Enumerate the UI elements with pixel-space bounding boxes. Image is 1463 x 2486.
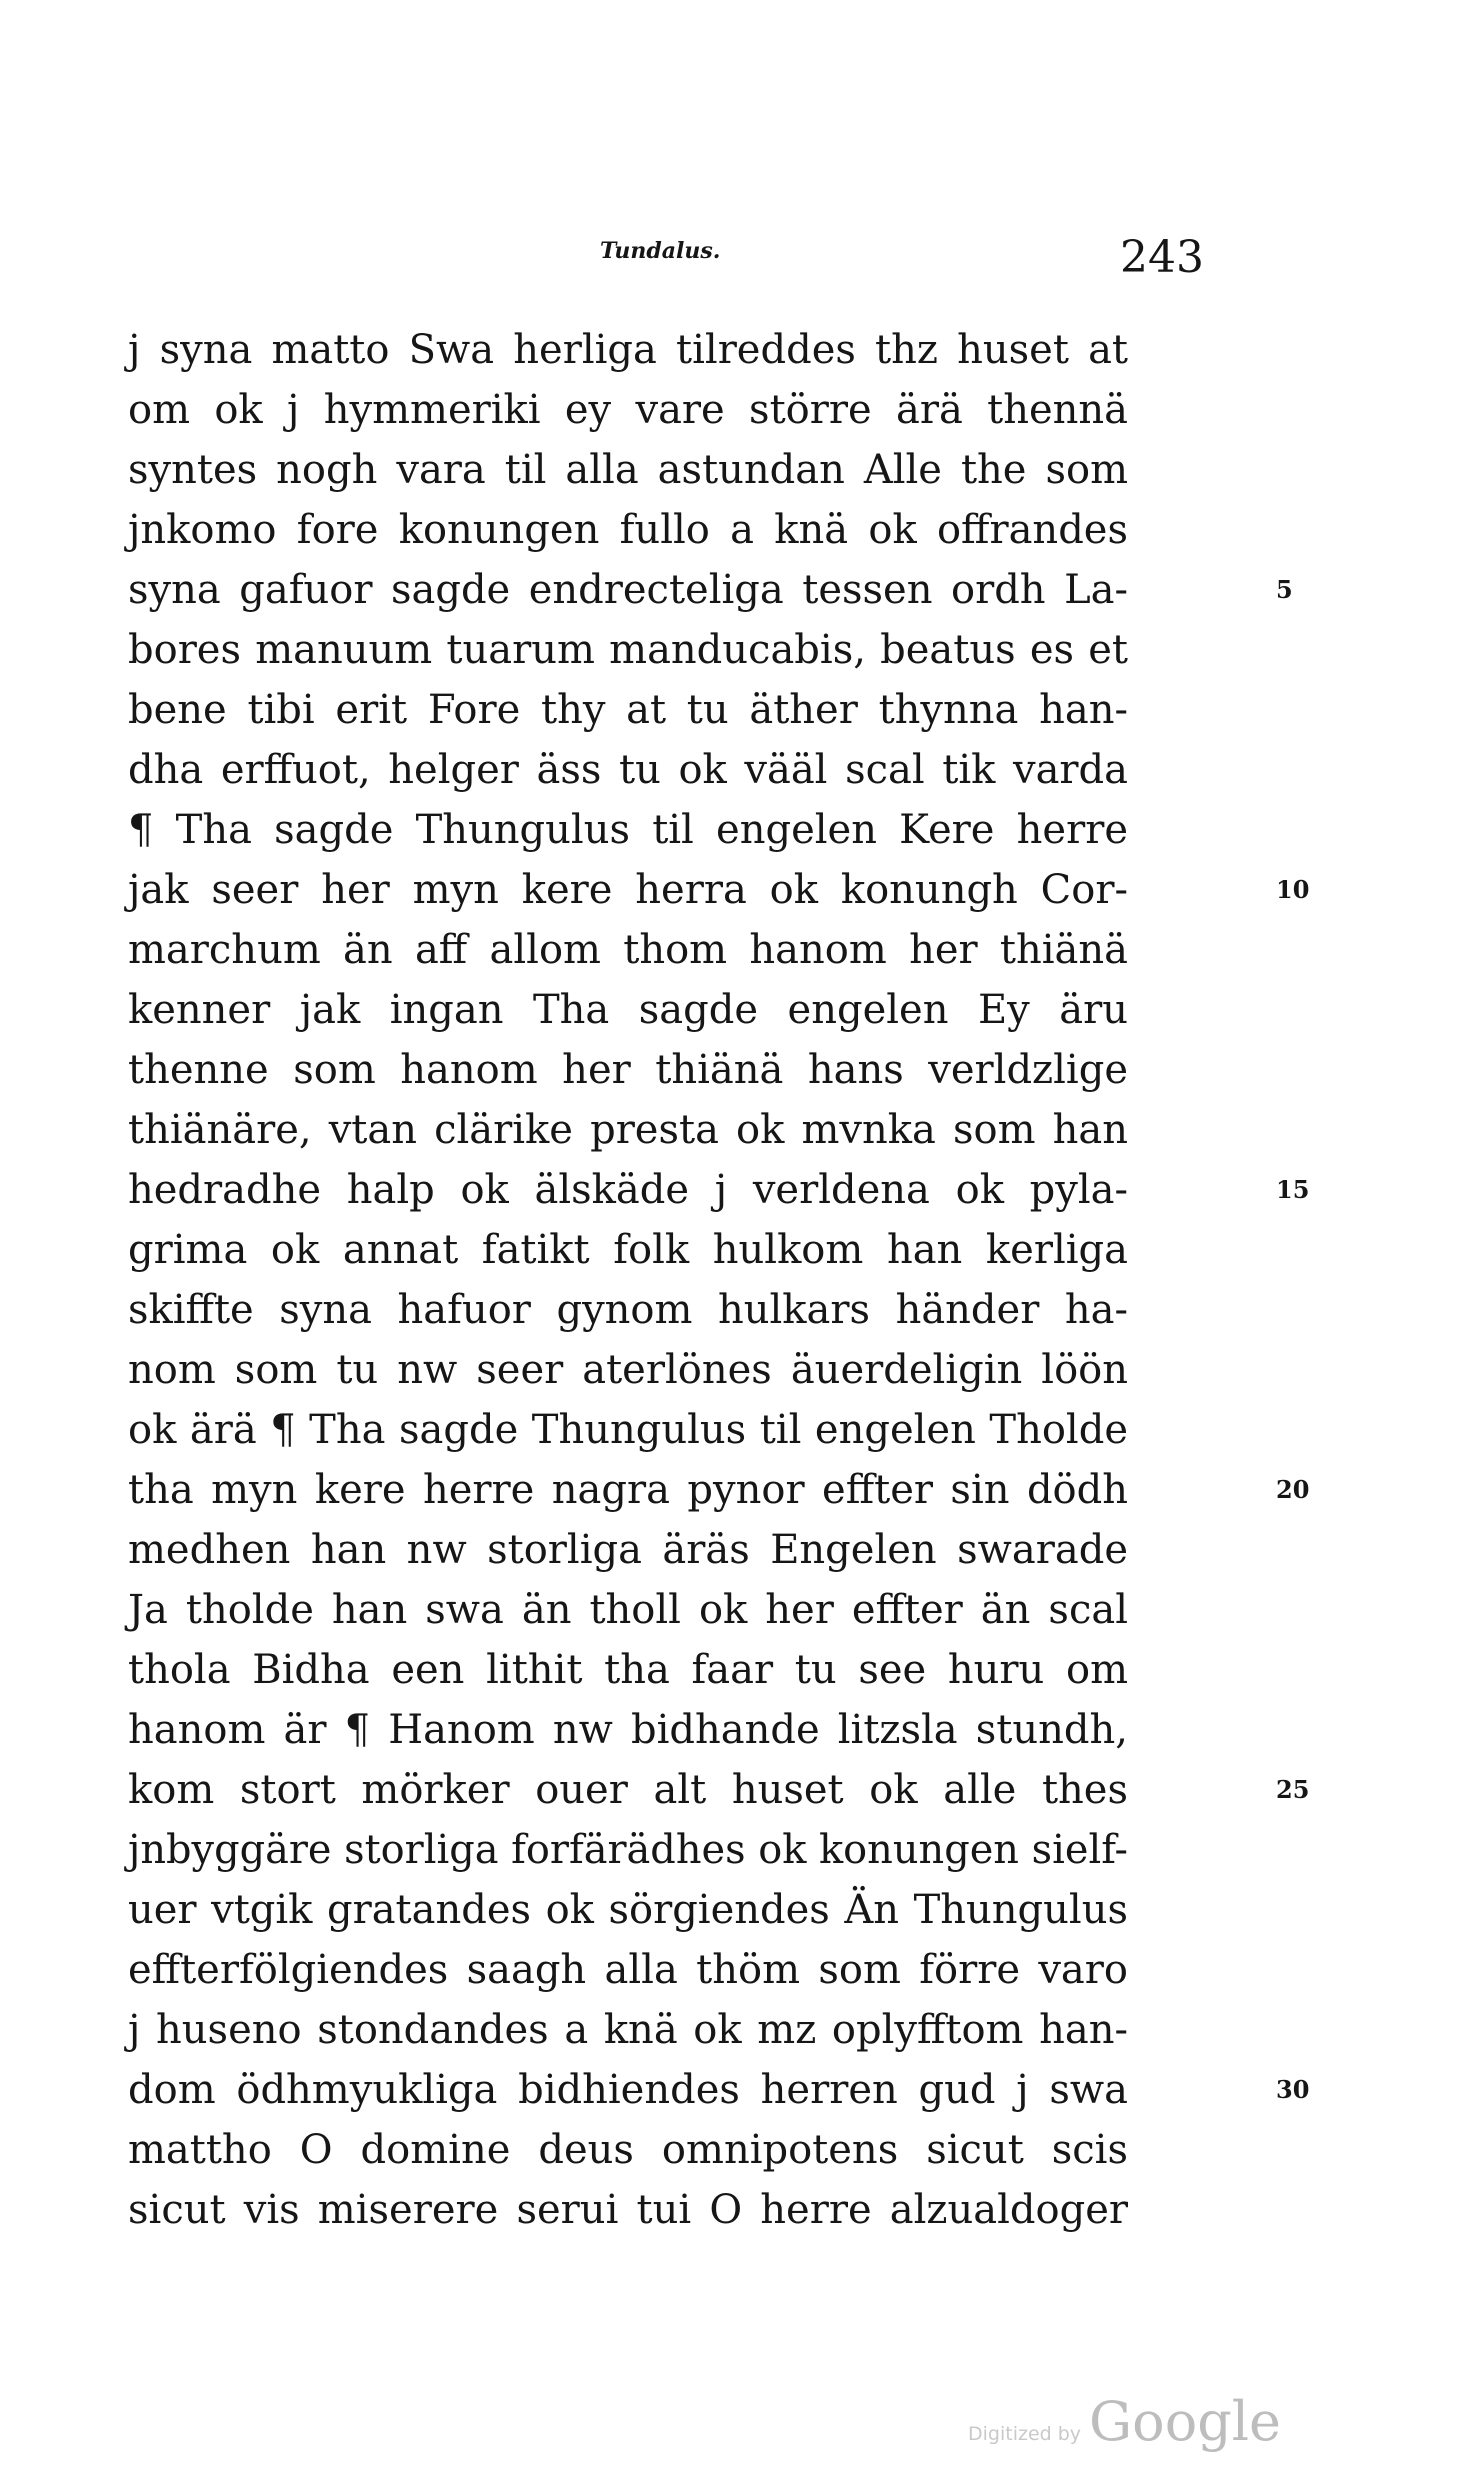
page-number: 243	[1120, 232, 1204, 283]
line-text: thenne som hanom her thiänä hans verldzlige	[128, 1047, 1128, 1093]
line-text: j huseno stondandes a knä ok mz oplyfftom han-	[128, 2007, 1128, 2053]
text-line	[128, 440, 1268, 500]
line-number: 5	[1276, 575, 1293, 604]
line-text: j syna matto Swa herliga tilreddes thz huset at	[128, 327, 1128, 373]
line-number: 25	[1276, 1775, 1310, 1804]
line-text: syntes nogh vara til alla astundan Alle the som	[128, 447, 1128, 493]
line-text: jnbyggäre storliga forfärädhes ok konungen sielf-	[128, 1827, 1128, 1873]
line-text: jak seer her myn kere herra ok konungh Cor-	[128, 867, 1128, 913]
line-text: Ja tholde han swa än tholl ok her effter än scal	[128, 1587, 1128, 1633]
text-line	[128, 980, 1268, 1040]
text-line	[128, 1940, 1268, 2000]
digitized-by-label: Digitized by	[968, 2423, 1082, 2445]
text-line	[128, 1760, 1310, 1820]
line-text: uer vtgik gratandes ok sörgiendes Än Thungulus	[128, 1887, 1128, 1933]
text-line	[128, 1220, 1268, 1280]
line-text: ok ärä ¶ Tha sagde Thungulus til engelen Tholde	[128, 1407, 1128, 1453]
line-text: thola Bidha een lithit tha faar tu see huru om	[128, 1647, 1128, 1693]
line-text: grima ok annat fatikt folk hulkom han kerliga	[128, 1227, 1128, 1273]
line-text: mattho O domine deus omnipotens sicut scis	[128, 2127, 1128, 2173]
text-line	[128, 1100, 1268, 1160]
line-text: nom som tu nw seer aterlönes äuerdeligin löön	[128, 1347, 1128, 1393]
line-text: thiänäre, vtan clärike presta ok mvnka som han	[128, 1107, 1128, 1153]
text-line	[128, 1820, 1268, 1880]
text-line	[128, 1160, 1310, 1220]
text-line	[128, 680, 1268, 740]
text-line	[128, 1340, 1268, 1400]
line-text: kom stort mörker ouer alt huset ok alle thes	[128, 1767, 1128, 1813]
text-line	[128, 1880, 1268, 1940]
text-line	[128, 1700, 1268, 1760]
line-text: hedradhe halp ok älskäde j verldena ok pyla-	[128, 1167, 1128, 1213]
text-line	[128, 1400, 1268, 1460]
line-text: medhen han nw storliga äräs Engelen swarade	[128, 1527, 1128, 1573]
line-text: marchum än aff allom thom hanom her thiänä	[128, 927, 1128, 973]
text-line	[128, 320, 1268, 380]
text-line	[128, 2180, 1268, 2240]
line-text: tha myn kere herre nagra pynor effter sin dödh	[128, 1467, 1128, 1513]
text-line	[128, 2120, 1268, 2180]
line-number: 30	[1276, 2075, 1310, 2104]
line-text: dom ödhmyukliga bidhiendes herren gud j swa	[128, 2067, 1128, 2113]
line-text: bores manuum tuarum manducabis, beatus es et	[128, 627, 1128, 673]
line-number: 20	[1276, 1475, 1310, 1504]
digitization-watermark	[968, 2390, 1281, 2453]
body-text	[128, 320, 1310, 2240]
text-line	[128, 1520, 1268, 1580]
text-line	[128, 860, 1310, 920]
text-line	[128, 920, 1268, 980]
text-line	[128, 1460, 1310, 1520]
line-text: hanom är ¶ Hanom nw bidhande litzsla stundh,	[128, 1707, 1128, 1753]
text-line	[128, 1280, 1268, 1340]
text-line	[128, 1040, 1268, 1100]
running-title: Tundalus.	[600, 238, 721, 264]
text-line	[128, 1640, 1268, 1700]
google-logo: Google	[1089, 2390, 1281, 2453]
text-line	[128, 2060, 1310, 2120]
text-line	[128, 1580, 1268, 1640]
line-text: om ok j hymmeriki ey vare större ärä thennä	[128, 387, 1128, 433]
line-text: dha erffuot, helger äss tu ok vääl scal tik varda	[128, 747, 1128, 793]
line-number: 10	[1276, 875, 1310, 904]
text-line	[128, 620, 1268, 680]
line-number: 15	[1276, 1175, 1310, 1204]
line-text: bene tibi erit Fore thy at tu äther thynna han-	[128, 687, 1128, 733]
text-line	[128, 380, 1268, 440]
text-line	[128, 560, 1293, 620]
line-text: skiffte syna hafuor gynom hulkars händer ha-	[128, 1287, 1128, 1333]
line-text: ¶ Tha sagde Thungulus til engelen Kere herre	[128, 807, 1128, 853]
text-line	[128, 740, 1268, 800]
line-text: kenner jak ingan Tha sagde engelen Ey äru	[128, 987, 1128, 1033]
line-text: jnkomo fore konungen fullo a knä ok offrandes	[128, 507, 1128, 553]
text-line	[128, 2000, 1268, 2060]
line-text: syna gafuor sagde endrecteliga tessen ordh La-	[128, 567, 1128, 613]
line-text: sicut vis miserere serui tui O herre alzualdoger	[128, 2187, 1128, 2233]
text-line	[128, 500, 1268, 560]
line-text: effterfölgiendes saagh alla thöm som förre varo	[128, 1947, 1128, 1993]
text-line	[128, 800, 1268, 860]
